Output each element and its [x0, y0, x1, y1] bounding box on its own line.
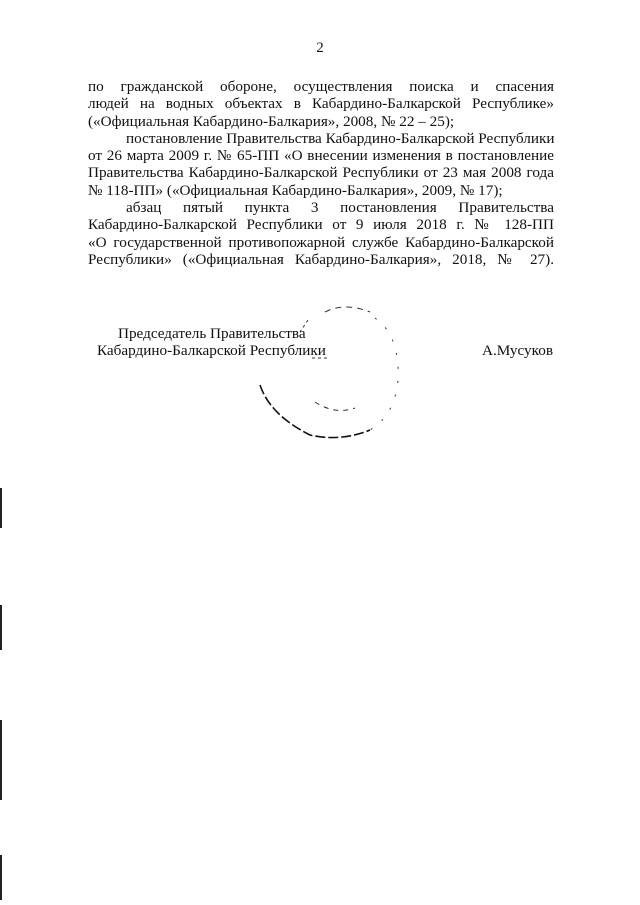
- text-line: Кабардино-Балкарской Республики от 9 июля 2018 г. № 128-ПП: [88, 216, 554, 234]
- text-line: «О государственной противопожарной службе Кабардино-Балкарской: [88, 233, 554, 251]
- text-line: абзац пятый пункта 3 постановления Правительства: [126, 199, 554, 217]
- text-line: постановление Правительства Кабардино-Балкарской Республики: [126, 129, 555, 147]
- scan-edge-mark: [0, 855, 2, 900]
- scan-edge-mark: [0, 720, 2, 800]
- text-line: по гражданской обороне, осуществления поиска и спасения: [88, 78, 554, 95]
- text-line: № 118-ПП» («Официальная Кабардино-Балкария», 2009, № 17);: [88, 181, 503, 199]
- text-line: («Официальная Кабардино-Балкария», 2008, № 22 – 25);: [88, 112, 455, 130]
- text-line: от 26 марта 2009 г. № 65-ПП «О внесении изменения в постановление: [88, 147, 554, 165]
- signatory-title-line1: Председатель Правительства: [118, 325, 306, 342]
- signatory-name: А.Мусуков: [482, 342, 553, 359]
- scan-edge-mark: [0, 605, 2, 650]
- paragraph-3: [88, 199, 554, 268]
- text-line: Республики» («Официальная Кабардино-Балкария», 2018, № 27).: [88, 250, 554, 268]
- document-body: [88, 78, 554, 268]
- text-line: Правительства Кабардино-Балкарской Республики от 23 мая 2008 года: [88, 164, 554, 182]
- signatory-title-line2: Кабардино-Балкарской Республики: [97, 342, 326, 359]
- scan-edge-mark: [0, 488, 2, 528]
- paragraph-1: [88, 78, 554, 130]
- page-number: 2: [316, 40, 324, 56]
- text-line: людей на водных объектах в Кабардино-Балкарской Республике»: [88, 95, 554, 113]
- paragraph-2: [88, 130, 554, 199]
- seal-stamp-icon: [250, 290, 420, 450]
